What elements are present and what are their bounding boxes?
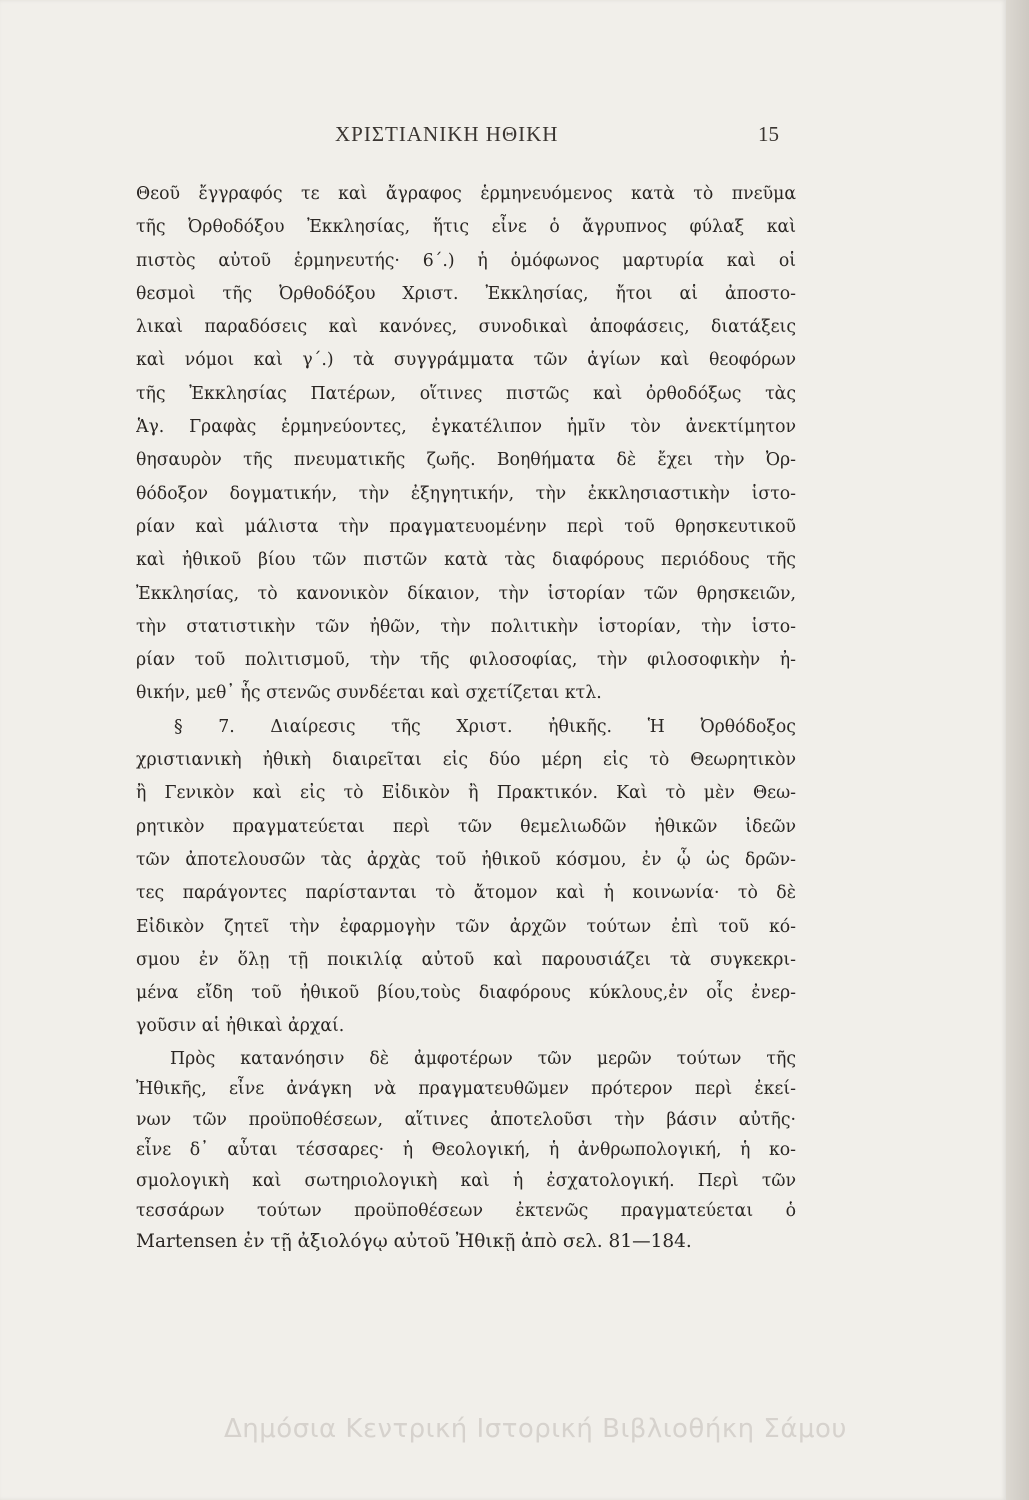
text-line: ρίαν τοῦ πολιτισμοῦ, τὴν τῆς φιλοσοφίας, τὴν φιλοσοφικὴν ἠ-: [136, 650, 796, 671]
text-line: θεσμοὶ τῆς Ὀρθοδόξου Χριστ. Ἐκκλησίας, ἤτοι αἱ ἀποστο-: [136, 283, 796, 304]
text-line: μένα εἴδη τοῦ ἠθικοῦ βίου,τοὺς διαφόρους κύκλους,ἐν οἷς ἐνερ-: [136, 983, 796, 1004]
text-line: σμολογικὴ καὶ σωτηριολογικὴ καὶ ἡ ἐσχατολογική. Περὶ τῶν: [136, 1170, 796, 1191]
paragraph-start-line: Πρὸς κατανόησιν δὲ ἀμφοτέρων τῶν μερῶν τούτων τῆς: [170, 1048, 796, 1069]
text-line: τὴν στατιστικὴν τῶν ἠθῶν, τὴν πολιτικὴν ἱστορίαν, τὴν ἱστο-: [136, 616, 796, 637]
text-line: νων τῶν προϋποθέσεων, αἵτινες ἀποτελοῦσι τὴν βάσιν αὐτῆς·: [136, 1109, 796, 1130]
text-line: καὶ ἠθικοῦ βίου τῶν πιστῶν κατὰ τὰς διαφόρους περιόδους τῆς: [136, 550, 796, 571]
text-line: Ἁγ. Γραφὰς ἑρμηνεύοντες, ἐγκατέλιπον ἡμῖν τὸν ἀνεκτίμητον: [136, 417, 796, 438]
text-line: ρίαν καὶ μάλιστα τὴν πραγματευομένην περὶ τοῦ θρησκευτικοῦ: [136, 516, 796, 537]
page-number: 15: [758, 122, 779, 146]
text-line: γοῦσιν αἱ ἠθικαὶ ἀρχαί.: [136, 1016, 345, 1037]
book-spine-shadow: [1006, 0, 1029, 1500]
text-line: χριστιανικὴ ἠθικὴ διαιρεῖται εἰς δύο μέρη εἰς τὸ Θεωρητικὸν: [136, 750, 796, 771]
text-line: τεσσάρων τούτων προϋποθέσεων ἐκτενῶς πραγματεύεται ὁ: [136, 1201, 796, 1222]
text-line: Εἰδικὸν ζητεῖ τὴν ἐφαρμογὴν τῶν ἀρχῶν τούτων ἐπὶ τοῦ κό-: [136, 916, 796, 937]
text-line: τῶν ἀποτελουσῶν τὰς ἀρχὰς τοῦ ἠθικοῦ κόσμου, ἐν ᾧ ὡς δρῶν-: [136, 849, 796, 870]
section-heading-line: § 7. Διαίρεσις τῆς Χριστ. ἠθικῆς. Ἡ Ὀρθόδοξος: [174, 716, 796, 737]
body-text: [136, 178, 796, 1257]
text-line: θικήν, μεθ᾽ ἧς στενῶς συνδέεται καὶ σχετίζεται κτλ.: [136, 683, 602, 704]
text-line: ρητικὸν πραγματεύεται περὶ τῶν θεμελιωδῶν ἠθικῶν ἰδεῶν: [136, 816, 796, 837]
text-line: Ἐκκλησίας, τὸ κανονικὸν δίκαιον, τὴν ἱστορίαν τῶν θρησκειῶν,: [136, 583, 796, 604]
text-line: λικαὶ παραδόσεις καὶ κανόνες, συνοδικαὶ ἀποφάσεις, διατάξεις: [136, 317, 796, 338]
text-line: Martensen ἐν τῇ ἀξιολόγῳ αὐτοῦ Ἠθικῇ ἀπὸ σελ. 81—184.: [136, 1230, 692, 1252]
text-line: καὶ νόμοι καὶ γ΄.) τὰ συγγράμματα τῶν ἁγίων καὶ θεοφόρων: [136, 350, 796, 371]
text-line: Θεοῦ ἔγγραφός τε καὶ ἄγραφος ἑρμηνευόμενος κατὰ τὸ πνεῦμα: [136, 184, 796, 204]
text-line: Ἠθικῆς, εἶνε ἀνάγκη νὰ πραγματευθῶμεν πρότερον περὶ ἐκεί-: [136, 1079, 796, 1100]
library-watermark: Δημόσια Κεντρική Ιστορική Βιβλιοθήκη Σάμου: [224, 1414, 847, 1444]
text-line: σμου ἐν ὅλῃ τῇ ποικιλίᾳ αὐτοῦ καὶ παρουσιάζει τὰ συγκεκρι-: [136, 949, 796, 970]
text-line: τες παράγοντες παρίστανται τὸ ἄτομον καὶ ἡ κοινωνία· τὸ δὲ: [136, 883, 796, 904]
text-line: τῆς Ἐκκλησίας Πατέρων, οἵτινες πιστῶς καὶ ὀρθοδόξως τὰς: [136, 383, 796, 404]
text-line: θόδοξον δογματικήν, τὴν ἐξηγητικήν, τὴν ἐκκλησιαστικὴν ἱστο-: [136, 483, 796, 504]
page-header: [0, 122, 1006, 152]
text-line: τῆς Ὀρθοδόξου Ἐκκλησίας, ἥτις εἶνε ὁ ἄγρυπνος φύλαξ καὶ: [136, 217, 796, 238]
text-line: ἢ Γενικὸν καὶ εἰς τὸ Εἰδικὸν ἢ Πρακτικόν. Καὶ τὸ μὲν Θεω-: [136, 783, 796, 804]
text-line: πιστὸς αὐτοῦ ἑρμηνευτής· 6΄.) ἡ ὁμόφωνος μαρτυρία καὶ οἱ: [136, 250, 796, 271]
running-title: ΧΡΙΣΤΙΑΝΙΚΗ ΗΘΙΚΗ: [335, 122, 559, 146]
text-line: εἶνε δ᾽ αὗται τέσσαρες· ἡ Θεολογική, ἡ ἀνθρωπολογική, ἡ κο-: [136, 1140, 796, 1161]
text-line: θησαυρὸν τῆς πνευματικῆς ζωῆς. Βοηθήματα δὲ ἔχει τὴν Ὀρ-: [136, 450, 796, 471]
